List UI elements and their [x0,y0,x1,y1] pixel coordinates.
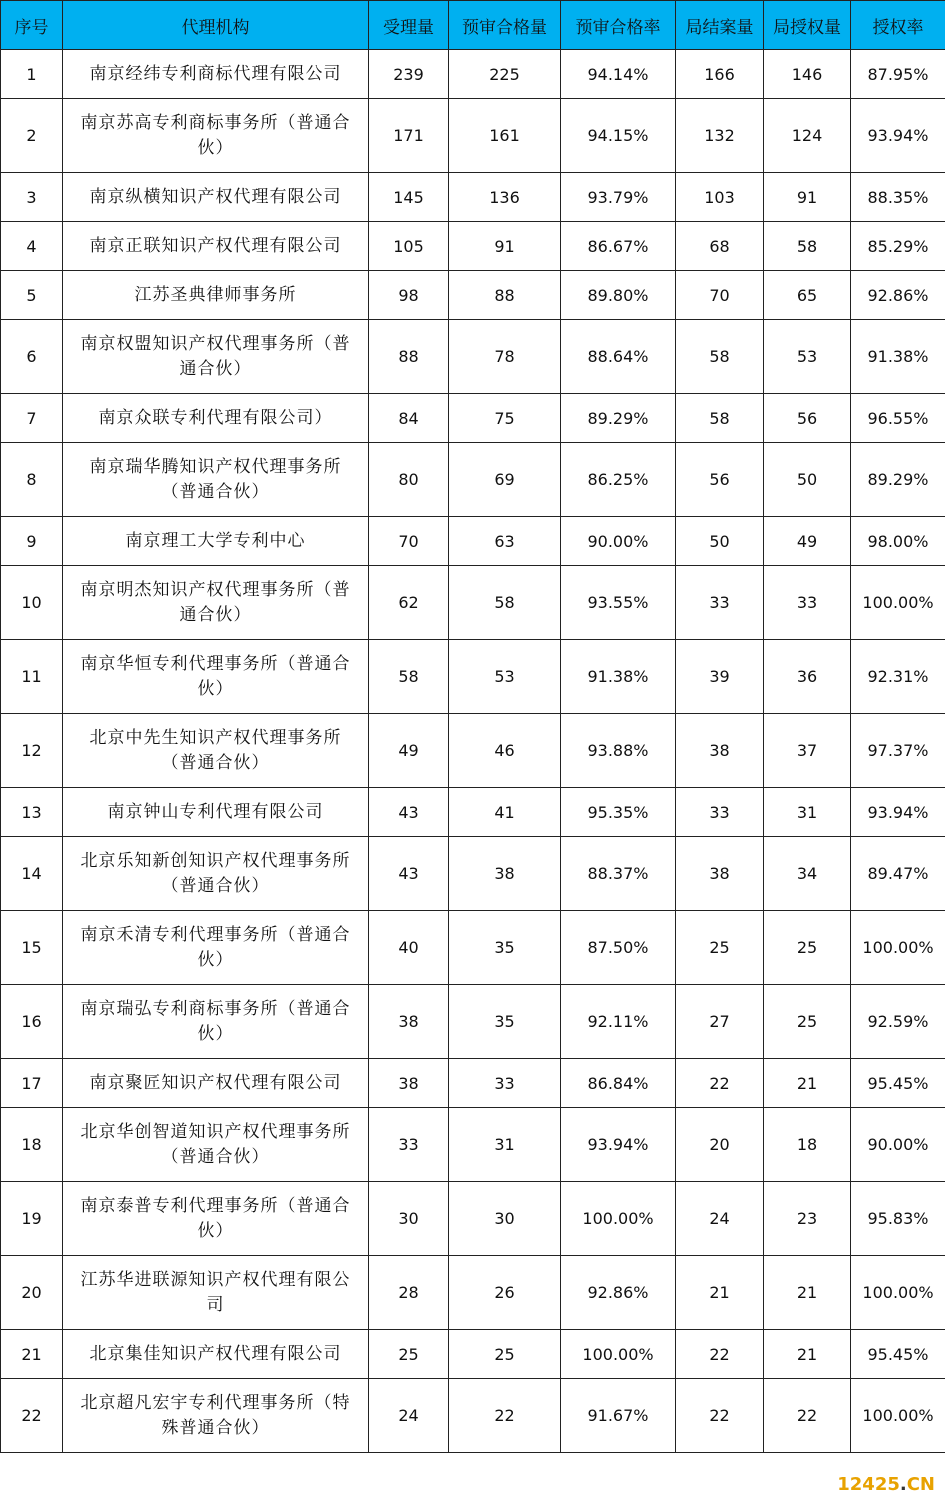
cell-accepted: 239 [369,50,449,99]
table-row [1,714,945,788]
cell-passed: 78 [449,320,561,394]
cell-index: 15 [1,911,63,985]
cell-accepted: 38 [369,1059,449,1108]
cell-accepted: 24 [369,1379,449,1453]
cell-granted: 25 [764,985,851,1059]
cell-granted: 34 [764,837,851,911]
cell-accepted: 84 [369,394,449,443]
header-granted: 局授权量 [764,1,851,50]
cell-closed: 58 [676,320,764,394]
cell-granted: 18 [764,1108,851,1182]
cell-pass-rate: 93.88% [561,714,676,788]
cell-agency-name: 南京聚匠知识产权代理有限公司 [63,1059,369,1108]
cell-agency-name: 北京华创智道知识产权代理事务所（普通合伙） [63,1108,369,1182]
cell-passed: 33 [449,1059,561,1108]
header-closed: 局结案量 [676,1,764,50]
cell-accepted: 98 [369,271,449,320]
cell-index: 9 [1,517,63,566]
cell-granted: 53 [764,320,851,394]
cell-granted: 25 [764,911,851,985]
cell-grant-rate: 95.45% [851,1059,945,1108]
cell-closed: 22 [676,1379,764,1453]
cell-granted: 23 [764,1182,851,1256]
table-row [1,222,945,271]
cell-pass-rate: 94.15% [561,99,676,173]
cell-pass-rate: 86.67% [561,222,676,271]
cell-agency-name: 江苏圣典律师事务所 [63,271,369,320]
cell-granted: 21 [764,1330,851,1379]
header-grant-rate: 授权率 [851,1,945,50]
cell-grant-rate: 95.83% [851,1182,945,1256]
watermark-dot: . [899,1474,907,1495]
cell-index: 14 [1,837,63,911]
cell-agency-name: 南京理工大学专利中心 [63,517,369,566]
cell-passed: 69 [449,443,561,517]
cell-grant-rate: 100.00% [851,1379,945,1453]
cell-closed: 22 [676,1059,764,1108]
cell-passed: 22 [449,1379,561,1453]
cell-pass-rate: 92.86% [561,1256,676,1330]
watermark-main: 12425 [837,1474,900,1495]
cell-pass-rate: 86.25% [561,443,676,517]
cell-granted: 36 [764,640,851,714]
cell-pass-rate: 91.38% [561,640,676,714]
cell-passed: 53 [449,640,561,714]
cell-accepted: 43 [369,837,449,911]
cell-passed: 41 [449,788,561,837]
cell-agency-name: 南京纵横知识产权代理有限公司 [63,173,369,222]
header-index: 序号 [1,1,63,50]
cell-granted: 50 [764,443,851,517]
cell-grant-rate: 91.38% [851,320,945,394]
cell-granted: 21 [764,1059,851,1108]
cell-passed: 30 [449,1182,561,1256]
cell-closed: 58 [676,394,764,443]
cell-index: 3 [1,173,63,222]
cell-index: 17 [1,1059,63,1108]
cell-index: 21 [1,1330,63,1379]
cell-accepted: 62 [369,566,449,640]
cell-agency-name: 南京钟山专利代理有限公司 [63,788,369,837]
site-watermark [837,1474,935,1495]
cell-index: 7 [1,394,63,443]
cell-granted: 33 [764,566,851,640]
cell-index: 18 [1,1108,63,1182]
cell-accepted: 33 [369,1108,449,1182]
cell-pass-rate: 90.00% [561,517,676,566]
table-row [1,394,945,443]
cell-closed: 132 [676,99,764,173]
cell-agency-name: 南京众联专利代理有限公司） [63,394,369,443]
cell-agency-name: 北京中先生知识产权代理事务所（普通合伙） [63,714,369,788]
cell-agency-name: 南京明杰知识产权代理事务所（普通合伙） [63,566,369,640]
cell-closed: 33 [676,788,764,837]
cell-index: 13 [1,788,63,837]
cell-granted: 56 [764,394,851,443]
cell-agency-name: 南京苏高专利商标事务所（普通合伙） [63,99,369,173]
cell-accepted: 49 [369,714,449,788]
cell-grant-rate: 100.00% [851,1256,945,1330]
cell-passed: 225 [449,50,561,99]
table-row [1,1330,945,1379]
table-row [1,1256,945,1330]
header-passed: 预审合格量 [449,1,561,50]
cell-closed: 103 [676,173,764,222]
cell-passed: 136 [449,173,561,222]
cell-granted: 49 [764,517,851,566]
cell-granted: 146 [764,50,851,99]
cell-closed: 21 [676,1256,764,1330]
cell-accepted: 70 [369,517,449,566]
cell-passed: 38 [449,837,561,911]
cell-index: 19 [1,1182,63,1256]
cell-pass-rate: 100.00% [561,1330,676,1379]
cell-index: 5 [1,271,63,320]
cell-index: 11 [1,640,63,714]
cell-grant-rate: 90.00% [851,1108,945,1182]
cell-accepted: 88 [369,320,449,394]
cell-passed: 46 [449,714,561,788]
cell-index: 1 [1,50,63,99]
cell-grant-rate: 93.94% [851,788,945,837]
cell-accepted: 25 [369,1330,449,1379]
cell-pass-rate: 86.84% [561,1059,676,1108]
cell-pass-rate: 94.14% [561,50,676,99]
cell-closed: 33 [676,566,764,640]
cell-pass-rate: 95.35% [561,788,676,837]
cell-grant-rate: 96.55% [851,394,945,443]
table-row [1,271,945,320]
cell-granted: 21 [764,1256,851,1330]
cell-agency-name: 南京禾清专利代理事务所（普通合伙） [63,911,369,985]
cell-pass-rate: 92.11% [561,985,676,1059]
cell-accepted: 171 [369,99,449,173]
cell-passed: 91 [449,222,561,271]
cell-passed: 25 [449,1330,561,1379]
cell-grant-rate: 95.45% [851,1330,945,1379]
cell-pass-rate: 93.79% [561,173,676,222]
cell-agency-name: 南京经纬专利商标代理有限公司 [63,50,369,99]
cell-agency-name: 南京华恒专利代理事务所（普通合伙） [63,640,369,714]
cell-grant-rate: 88.35% [851,173,945,222]
cell-passed: 58 [449,566,561,640]
cell-accepted: 80 [369,443,449,517]
cell-index: 10 [1,566,63,640]
table-row [1,517,945,566]
cell-grant-rate: 98.00% [851,517,945,566]
cell-index: 16 [1,985,63,1059]
table-row [1,640,945,714]
cell-closed: 56 [676,443,764,517]
cell-agency-name: 北京超凡宏宇专利代理事务所（特殊普通合伙） [63,1379,369,1453]
table-row [1,1059,945,1108]
table-row [1,911,945,985]
cell-accepted: 30 [369,1182,449,1256]
watermark-suffix: CN [906,1474,935,1495]
cell-pass-rate: 88.64% [561,320,676,394]
cell-granted: 22 [764,1379,851,1453]
cell-grant-rate: 92.31% [851,640,945,714]
cell-agency-name: 南京权盟知识产权代理事务所（普通合伙） [63,320,369,394]
cell-closed: 70 [676,271,764,320]
cell-grant-rate: 87.95% [851,50,945,99]
cell-grant-rate: 100.00% [851,911,945,985]
cell-accepted: 38 [369,985,449,1059]
cell-granted: 124 [764,99,851,173]
header-agency: 代理机构 [63,1,369,50]
cell-granted: 65 [764,271,851,320]
cell-passed: 88 [449,271,561,320]
cell-pass-rate: 93.94% [561,1108,676,1182]
cell-index: 22 [1,1379,63,1453]
cell-grant-rate: 89.29% [851,443,945,517]
cell-accepted: 28 [369,1256,449,1330]
cell-agency-name: 北京集佳知识产权代理有限公司 [63,1330,369,1379]
cell-index: 8 [1,443,63,517]
cell-agency-name: 南京泰普专利代理事务所（普通合伙） [63,1182,369,1256]
cell-passed: 35 [449,985,561,1059]
cell-closed: 39 [676,640,764,714]
cell-closed: 68 [676,222,764,271]
cell-pass-rate: 88.37% [561,837,676,911]
cell-granted: 37 [764,714,851,788]
cell-passed: 161 [449,99,561,173]
cell-index: 20 [1,1256,63,1330]
cell-grant-rate: 89.47% [851,837,945,911]
cell-closed: 166 [676,50,764,99]
cell-index: 2 [1,99,63,173]
cell-granted: 31 [764,788,851,837]
cell-pass-rate: 93.55% [561,566,676,640]
cell-index: 6 [1,320,63,394]
cell-grant-rate: 85.29% [851,222,945,271]
cell-closed: 24 [676,1182,764,1256]
cell-index: 4 [1,222,63,271]
cell-agency-name: 北京乐知新创知识产权代理事务所（普通合伙） [63,837,369,911]
cell-pass-rate: 89.80% [561,271,676,320]
table-row [1,50,945,99]
cell-granted: 91 [764,173,851,222]
cell-grant-rate: 100.00% [851,566,945,640]
cell-closed: 27 [676,985,764,1059]
cell-grant-rate: 97.37% [851,714,945,788]
cell-accepted: 145 [369,173,449,222]
table-row [1,320,945,394]
table-row [1,1182,945,1256]
cell-passed: 75 [449,394,561,443]
table-row [1,566,945,640]
cell-pass-rate: 87.50% [561,911,676,985]
cell-grant-rate: 93.94% [851,99,945,173]
table-body [1,50,945,1453]
cell-granted: 58 [764,222,851,271]
cell-closed: 25 [676,911,764,985]
cell-agency-name: 南京瑞弘专利商标事务所（普通合伙） [63,985,369,1059]
cell-passed: 26 [449,1256,561,1330]
cell-grant-rate: 92.59% [851,985,945,1059]
cell-passed: 31 [449,1108,561,1182]
cell-pass-rate: 91.67% [561,1379,676,1453]
cell-grant-rate: 92.86% [851,271,945,320]
table-header [1,1,945,50]
cell-agency-name: 南京瑞华腾知识产权代理事务所（普通合伙） [63,443,369,517]
table-row [1,173,945,222]
cell-closed: 38 [676,837,764,911]
cell-closed: 20 [676,1108,764,1182]
table-row [1,1108,945,1182]
cell-passed: 63 [449,517,561,566]
cell-index: 12 [1,714,63,788]
cell-closed: 38 [676,714,764,788]
cell-passed: 35 [449,911,561,985]
cell-agency-name: 江苏华进联源知识产权代理有限公司 [63,1256,369,1330]
table-row [1,788,945,837]
cell-accepted: 40 [369,911,449,985]
cell-closed: 22 [676,1330,764,1379]
cell-accepted: 105 [369,222,449,271]
cell-pass-rate: 100.00% [561,1182,676,1256]
table-row [1,985,945,1059]
cell-agency-name: 南京正联知识产权代理有限公司 [63,222,369,271]
header-accepted: 受理量 [369,1,449,50]
cell-accepted: 58 [369,640,449,714]
table-row [1,1379,945,1453]
table-row [1,99,945,173]
header-pass-rate: 预审合格率 [561,1,676,50]
cell-pass-rate: 89.29% [561,394,676,443]
table-row [1,837,945,911]
table-row [1,443,945,517]
cell-accepted: 43 [369,788,449,837]
cell-closed: 50 [676,517,764,566]
header-row [1,1,945,50]
